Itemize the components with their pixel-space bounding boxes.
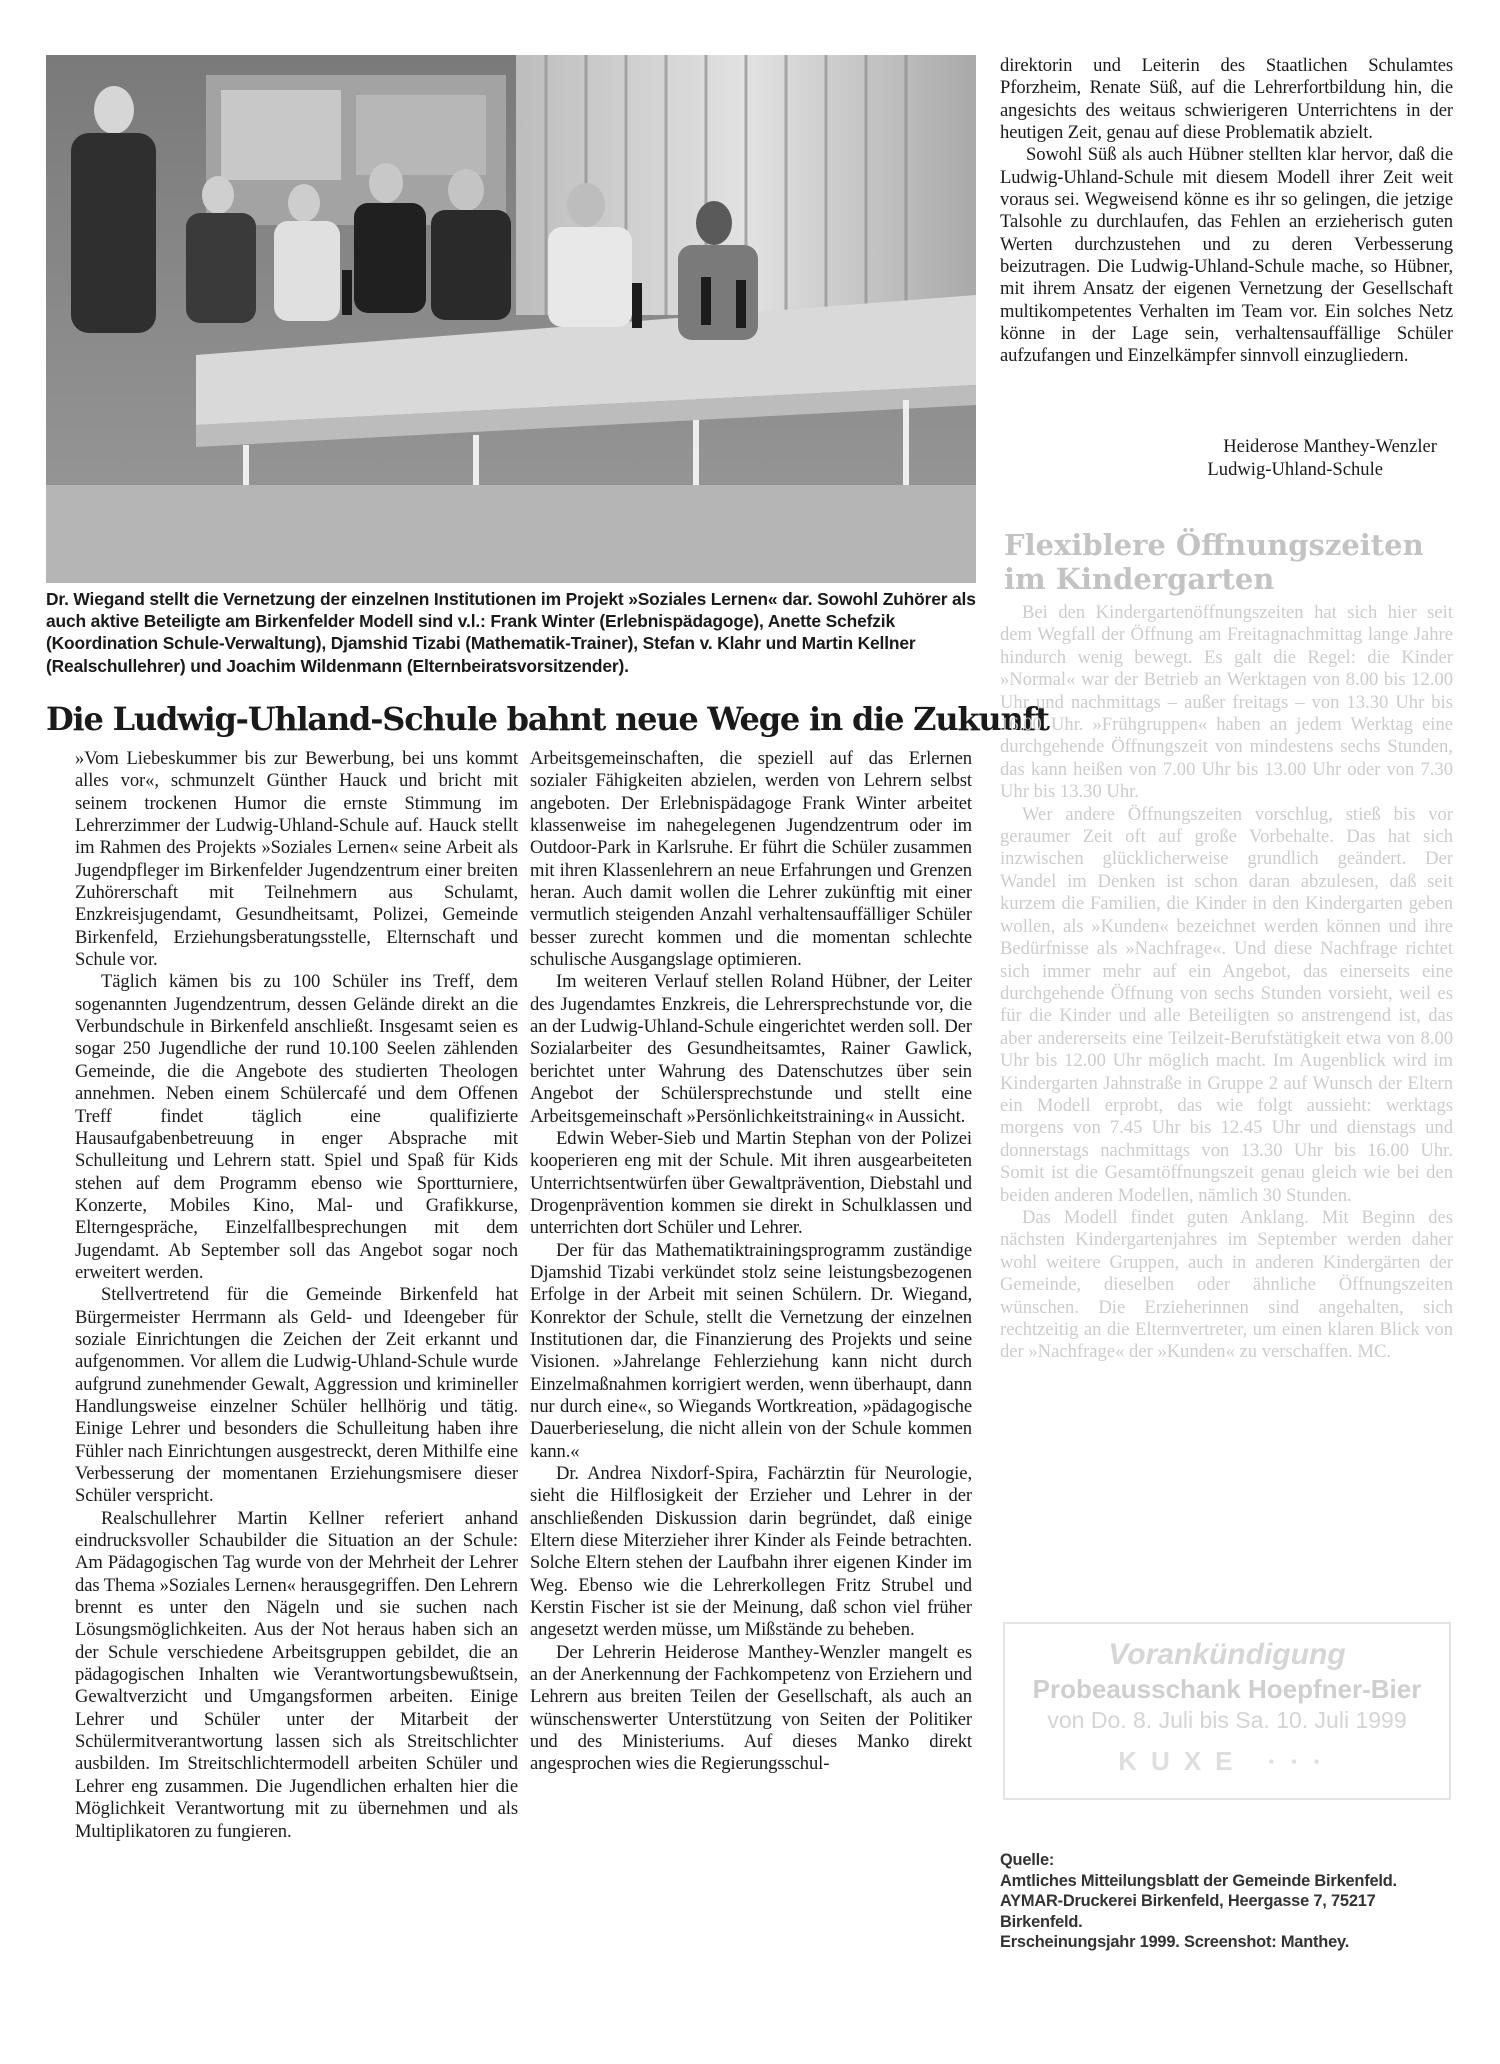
article-column-3 — [1000, 55, 1453, 368]
paragraph: Arbeitsgemeinschaften, die speziell auf das Erlernen sozialer Fähigkeiten abzielen, werden von Lehrern selbst angeboten. Der Erlebnispädagoge Frank Winter arbeitet klassenweise im nahegelegenen Jugendzentrum oder im Outdoor-Park in Karlsruhe. Er führt die Schüler zusammen mit ihren Klassenlehrern an neue Erfahrungen und Grenzen heran. Auch damit wollen die Lehrer zukünftig mit einer vermutlich steigenden Anzahl verhaltensauffälliger Schüler besser zurecht kommen und die momentan schlechte schulische Ausgangslage optimieren. — [530, 748, 972, 971]
paragraph: Realschullehrer Martin Kellner referiert anhand eindrucksvoller Schaubilder die Situation an der Schule: Am Pädagogischen Tag wurde von der Mehrheit der Lehrer das Thema »Soziales Lernen« herausgegriffen. Den Lehrern brennt es unter den Nägeln und sie suchen nach Lösungsmöglichkeiten. Aus der Not heraus haben sich an der Schule verschiedene Arbeitsgruppen gebildet, die an pädagogischen Inhalten wie Verantwortungsbewußtsein, Gewaltverzicht und Umgangsformen arbeiten. Einige Lehrer und Schüler unter der Mitarbeit der Schülermitverantwortung lassen sich als Streitschlichter ausbilden. Im Streitschlichtermodell arbeiten Schüler und Lehrer eng zusammen. Die Jugendlichen erhalten hier die Möglichkeit Verantwortung mit zu übernehmen und als Multiplikatoren zu fungieren. — [75, 1507, 518, 1842]
photo-illustration — [46, 55, 976, 583]
paragraph: Im weiteren Verlauf stellen Roland Hübner, der Leiter des Jugendamtes Enzkreis, die Lehrersprechstunde vor, die an der Ludwig-Uhland-Schule eingerichtet werden soll. Der Sozialarbeiter des Gesundheitsamtes, Rainer Gawlick, berichtet unter Wahrung des Datenschutzes über sein Angebot der Schülersprechstunde und stellt eine Arbeitsgemeinschaft »Persönlichkeitstraining« in Aussicht. — [530, 971, 972, 1127]
author-name: Heiderose Manthey-Wenzler — [1223, 436, 1437, 457]
paragraph: »Vom Liebeskummer bis zur Bewerbung, bei uns kommt alles vor«, schmunzelt Günther Hauck und bricht mit seinem trockenen Humor die ernste Stimmung im Lehrerzimmer der Ludwig-Uhland-Schule auf. Hauck stellt im Rahmen des Projekts »Soziales Lernen« seine Arbeit als Jugendpfleger im Birkenfelder Jugendzentrum einer breiten Zuhörerschaft mit Teilnehmern aus Schulamt, Enzkreisjugendamt, Gesundheitsamt, Polizei, Gemeinde Birkenfeld, Erziehungsberatungsstelle, Elternschaft und Schule vor. — [75, 748, 518, 971]
source-line: Amtliches Mitteilungsblatt der Gemeinde Birkenfeld. — [1000, 1871, 1397, 1890]
ad-logos: KUXE ··· — [1118, 1746, 1336, 1776]
paragraph: direktorin und Leiterin des Staatlichen Schulamtes Pforzheim, Renate Süß, auf die Lehrerfortbildung hin, die angesichts des weitaus schwierigeren Unterrichtens in der heutigen Zeit, genau auf diese Problematik abzielt. — [1000, 55, 1453, 144]
paragraph: Der für das Mathematiktrainingsprogramm zuständige Djamshid Tizabi verkündet stolz seine leistungsbezogenen Erfolge in der Arbeit mit seinen Schülern. Dr. Wiegand, Konrektor der Schule, stellt die Vernetzung der einzelnen Institutionen dar, die Finanzierung des Projekts und seine Visionen. »Jahrelange Fehlerziehung kann nicht durch Einzelmaßnahmen korrigiert werden, wenn überhaupt, dann nur durch eine«, so Wiegands Wortkreation, »pädagogische Dauerberieselung, die nicht allein von der Schule kommen kann.« — [530, 1239, 972, 1462]
paragraph: Sowohl Süß als auch Hübner stellten klar hervor, daß die Ludwig-Uhland-Schule mit diesem Modell ihrer Zeit weit voraus sei. Wegweisend könne es ihr so gelingen, die jetzige Talsohle zu durchlaufen, das Fehlen an erzieherisch guten Werten durchzustehen und zu deren Verbesserung beizutragen. Die Ludwig-Uhland-Schule mache, so Hübner, mit ihrem Ansatz der eigenen Vernetzung der Gesellschaft multikompetentes Verhalten im Team vor. Ein solches Netz könne in der Lage sein, verhaltensauffällige Schüler aufzufangen und Einzelkämpfer sinnvoll einzugliedern. — [1000, 144, 1453, 367]
paragraph: Wer andere Öffnungszeiten vorschlug, stieß bis vor geraumer Zeit oft auf große Vorbehalte. Das hat sich inzwischen glücklicherweise grundlich geändert. Der Wandel im Denken ist schon daran abzulesen, daß seit kurzem die Familien, die Kinder in den Kindergarten geben wollen, als »Kunden« bezeichnet werden können und ihre Bedürfnisse als »Nachfrage«. Und diese Nachfrage richtet sich immer mehr auf ein Angebot, das einerseits eine durchgehende Öffnung von sechs Stunden vorsieht, weil es für die Kinder und alle Beteiligten so anstrengend ist, das aber andererseits eine Teilzeit-Berufstätigkeit etwa von 8.00 Uhr bis 12.00 Uhr möglich macht. Im Augenblick wird im Kindergarten Jahnstraße in Gruppe 2 auf Wunsch der Eltern ein Modell erprobt, das wie folgt aussieht: werktags morgens von 7.45 Uhr bis 12.45 Uhr und dienstags und donnerstags nachmittags von 13.30 Uhr bis 16.00 Uhr. Somit ist die Gesamtöffnungszeit genau gleich wie bei den beiden anderen Modellen, nämlich 30 Stunden. — [1000, 803, 1453, 1206]
article-column-1 — [75, 748, 518, 1843]
faded-article-headline: Flexiblere Öffnungszeiten im Kindergarten — [1004, 528, 1424, 596]
article-headline: Die Ludwig-Uhland-Schule bahnt neue Wege in die Zukunft — [46, 700, 1049, 738]
faded-article-body — [1000, 602, 1453, 1364]
source-line: AYMAR-Druckerei Birkenfeld, Heergasse 7, 75217 — [1000, 1892, 1376, 1910]
paragraph: Edwin Weber-Sieb und Martin Stephan von der Polizei kooperieren eng mit der Schule. Mit ihren ausgearbeiteten Unterrichtsentwürfen über Gewaltprävention, Diebstahl und Drogenprävention kommen sie direkt in Schulklassen und unterrichten dort Schüler und Lehrer. — [530, 1127, 972, 1239]
advertisement-box — [1003, 1622, 1451, 1800]
paragraph: Der Lehrerin Heiderose Manthey-Wenzler mangelt es an der Anerkennung der Fachkompetenz von Erziehern und Lehrern aus breiten Teilen der Gesellschaft, als auch an wünschenswerter Unterstützung von Seiten der Politiker und des Ministeriums. Auf dieses Manko direkt angesprochen wies die Regierungsschul- — [530, 1641, 972, 1775]
faded-article — [1000, 528, 1453, 1550]
paragraph: Bei den Kindergartenöffnungszeiten hat sich hier seit dem Wegfall der Öffnung am Freitagnachmittag lange Jahre hindurch wenig bewegt. Es galt die Regel: die Kinder »Normal« war der Betrieb an Werktagen von 8.00 bis 12.00 Uhr und nachmittags – außer freitags – von 13.30 Uhr bis 16.00 Uhr. »Frühgruppen« haben an jedem Werktag eine durchgehende Öffnungszeit von mindestens sechs Stunden, das kann heißen von 7.00 Uhr bis 13.00 Uhr oder von 7.30 Uhr bis 13.30 Uhr. — [1000, 602, 1453, 803]
paragraph: Täglich kämen bis zu 100 Schüler ins Treff, dem sogenannten Jugendzentrum, dessen Gelände direkt an die Verbundschule in Birkenfeld anschließt. Insgesamt seien es sogar 250 Jugendliche der rund 10.100 Seelen zählenden Gemeinde, die die Angebote des studierten Theologen annehmen. Neben einem Schülercafé und dem Offenen Treff findet täglich eine qualifizierte Hausaufgabenbetreuung in enger Absprache mit Schulleitung und Lehrern statt. Spiel und Spaß für Kids stehen auf dem Programm ebenso wie Sportturniere, Konzerte, Mobiles Kino, Mal- und Grafikkurse, Elterngespräche, Einzelfallbesprechungen mit dem Jugendamt. Ab September soll das Angebot sogar noch erweitert werden. — [75, 971, 518, 1283]
ad-title: Probeausschank Hoepfner-Bier — [1032, 1674, 1422, 1704]
paragraph: Das Modell findet guten Anklang. Mit Beginn des nächsten Kindergartenjahres im September werden daher wohl weitere Gruppen, auch in anderen Kindergärten der Gemeinde, dieselben oder ähnliche Öffnungszeiten wünschen. Die Erzieherinnen sind angehalten, sich rechtzeitig an die Elternvertreter, um einen klaren Blick von der »Nachfrage« der »Kunden« zu verschaffen. MC. — [1000, 1206, 1453, 1363]
author-organization: Ludwig-Uhland-Schule — [1207, 459, 1383, 480]
source-label: Quelle: — [1000, 1851, 1055, 1869]
ad-kicker: Vorankündigung — [1108, 1638, 1346, 1671]
paragraph: Stellvertretend für die Gemeinde Birkenfeld hat Bürgermeister Herrmann als Geld- und Ideengeber für soziale Einrichtungen die Zeichen der Zeit erkannt und aufgenommen. Vor allem die Ludwig-Uhland-Schule wurde aufgrund zunehmender Gewalt, Aggression und krimineller Handlungsweise einzelner Schüler hellhörig und tätig. Einige Lehrer und besonders die Schulleitung haben ihre Fühler nach Einrichtungen ausgestreckt, deren Mithilfe eine Verbesserung der momentanen Erziehungsmisere dieser Schüler verspricht. — [75, 1284, 518, 1507]
source-note — [1000, 1850, 1470, 1953]
article-photo — [46, 55, 976, 583]
article-column-2 — [530, 748, 972, 1776]
paragraph: Dr. Andrea Nixdorf-Spira, Fachärztin für Neurologie, sieht die Hilflosigkeit der Erzieher und Lehrer in der anschließenden Diskussion darin begründet, daß einige Eltern diese Miterzieher ihrer Kinder als Feinde betrachten. Solche Eltern stehen der Laufbahn ihrer eigenen Kinder im Weg. Ebenso wie die Lehrerkollegen Fritz Strubel und Kerstin Fischer ist sie der Meinung, daß schon viel früher angesetzt werden müsse, um Mißstände zu beheben. — [530, 1463, 972, 1641]
ad-date: von Do. 8. Juli bis Sa. 10. Juli 1999 — [1047, 1707, 1407, 1733]
photo-caption: Dr. Wiegand stellt die Vernetzung der einzelnen Institutionen im Projekt »Soziales Lernen« dar. Sowohl Zuhörer als auch aktive Beteiligte am Birkenfelder Modell sind v.l.: Frank Winter (Erlebnispädagoge), Anette Schefzik (Koordination Schule-Verwaltung), Djamshid Tizabi (Mathematik-Trainer), Stefan v. Klahr und Martin Kellner (Realschullehrer) und Joachim Wildenmann (Elternbeiratsvorsitzender). — [46, 589, 976, 676]
source-line: Birkenfeld. — [1000, 1912, 1083, 1931]
source-line: Erscheinungsjahr 1999. Screenshot: Manthey. — [1000, 1933, 1350, 1951]
